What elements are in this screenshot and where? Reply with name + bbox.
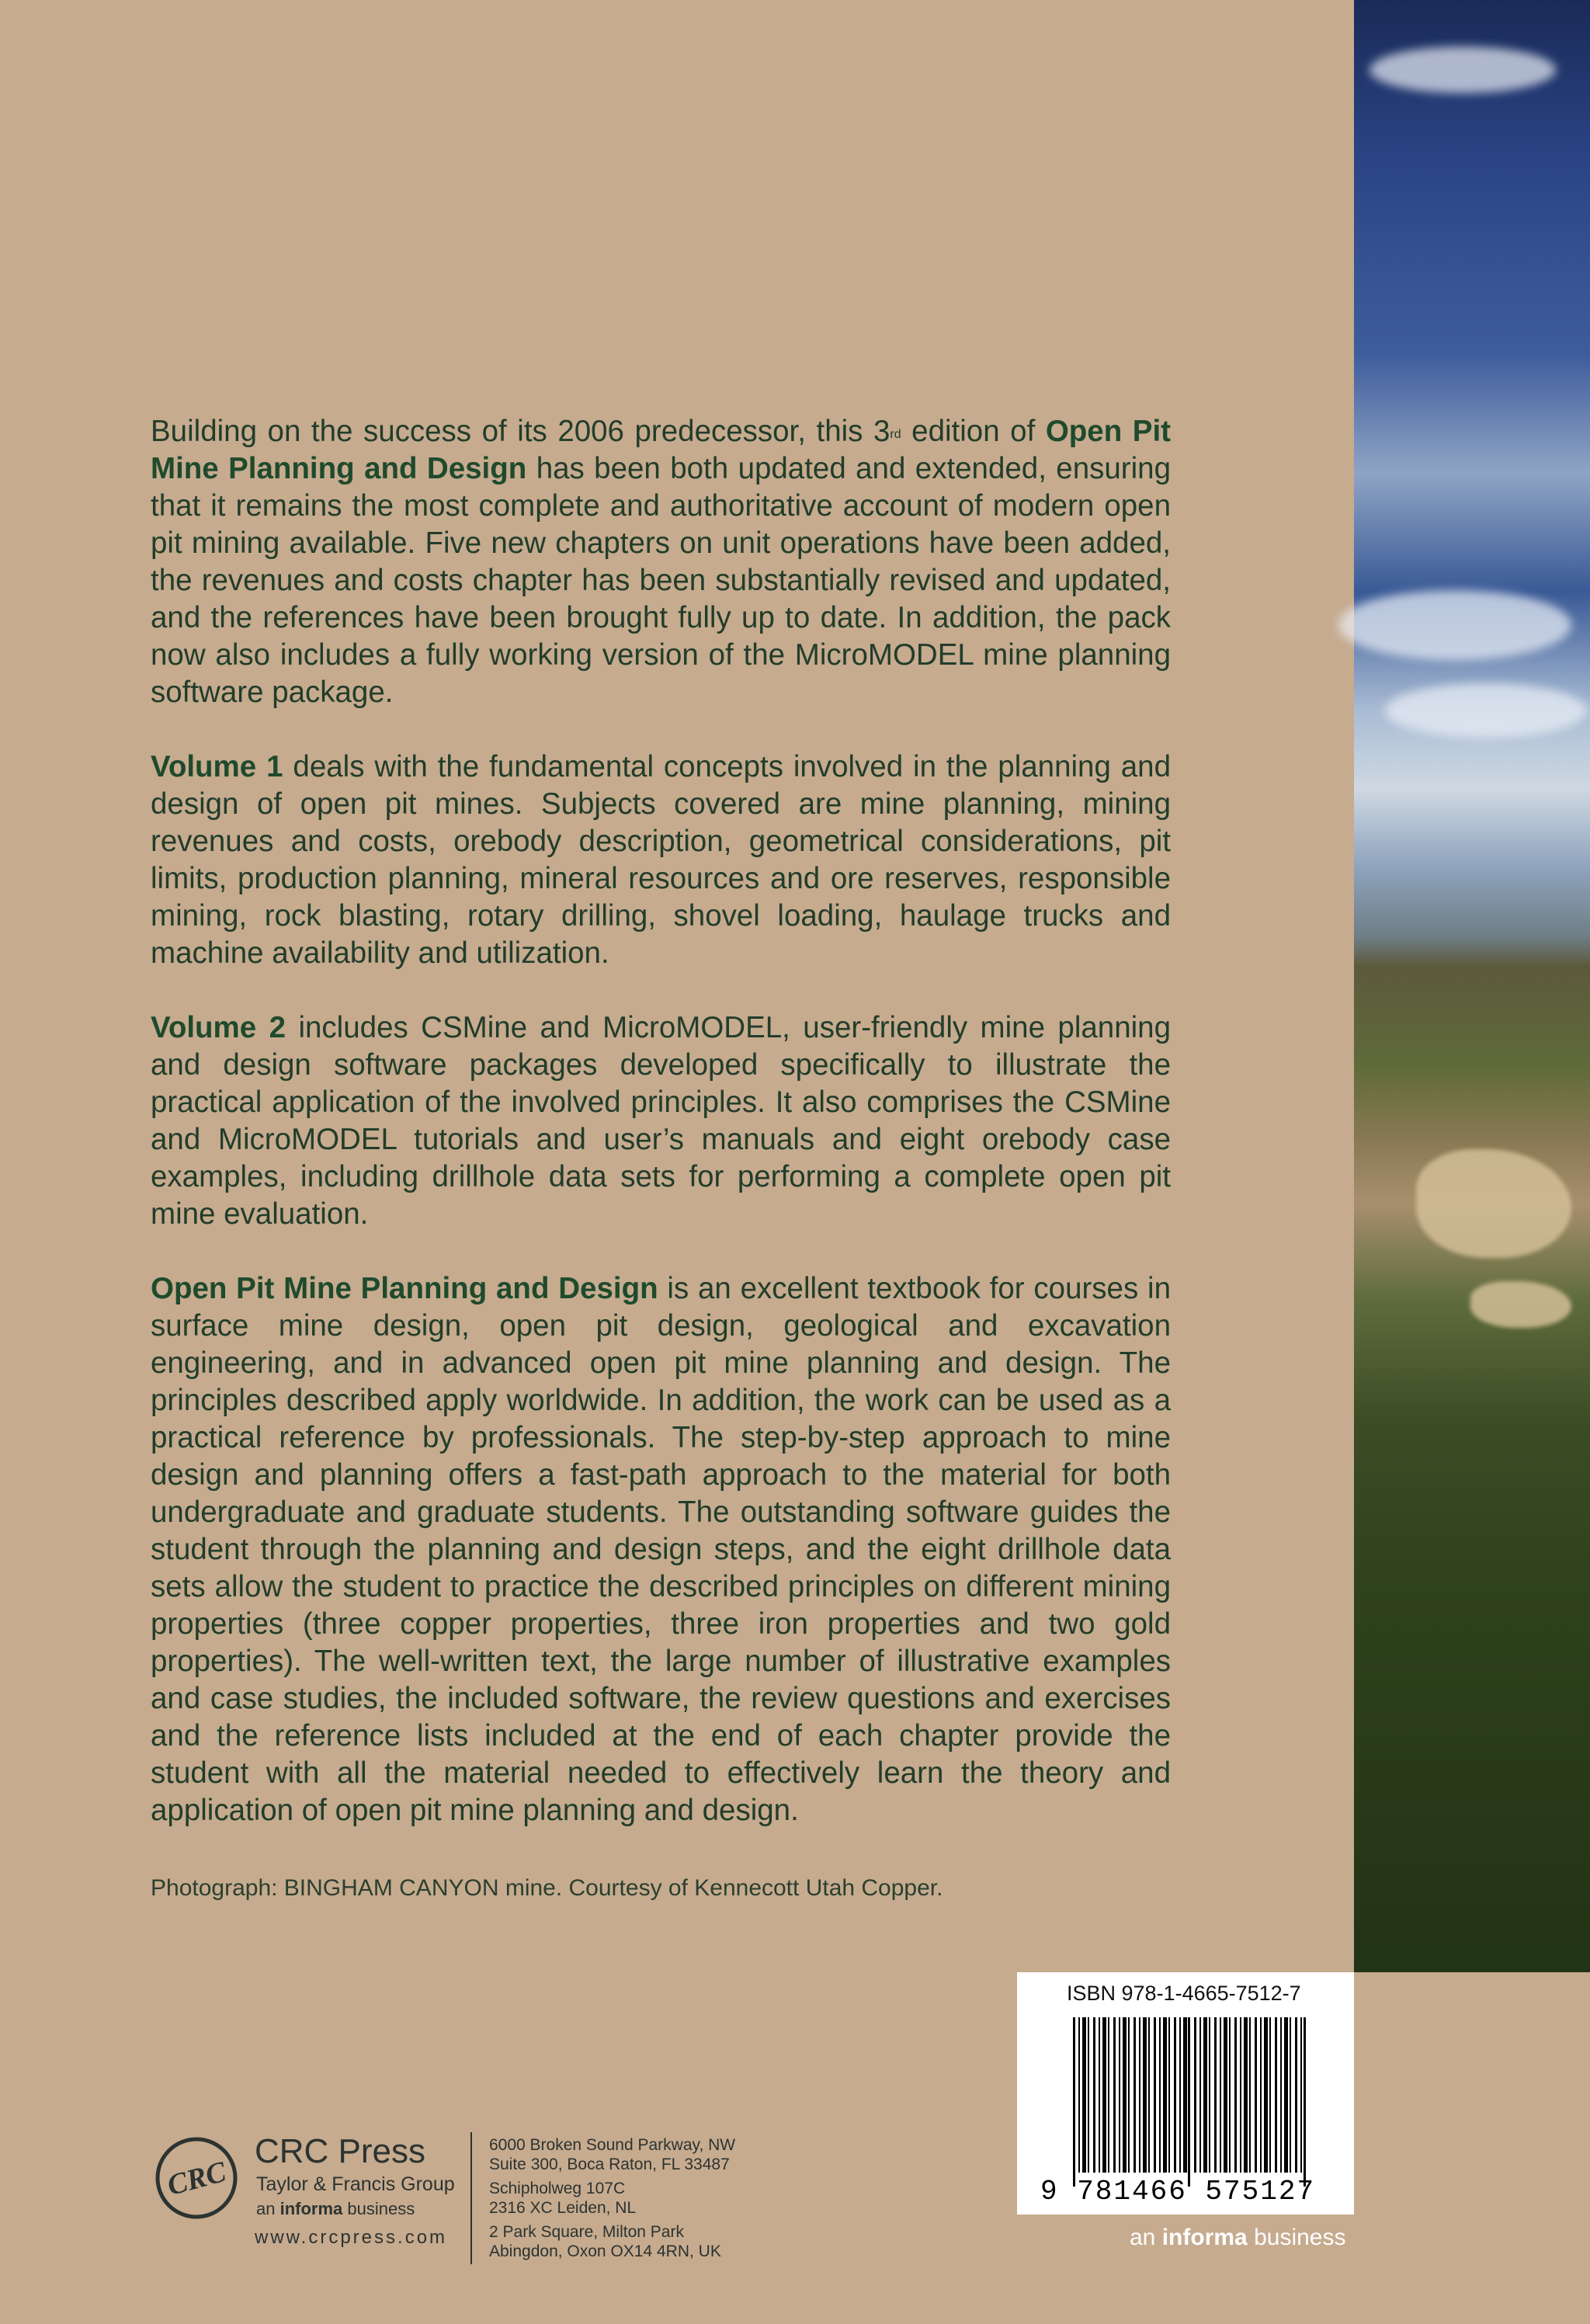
crc-logo-icon (154, 2135, 239, 2221)
publisher-url[interactable]: www.crcpress.com (255, 2227, 448, 2248)
informa-brand: informa (1161, 2225, 1248, 2250)
cloud-shape (1385, 683, 1587, 738)
paragraph-volume-1 (151, 749, 1171, 972)
publisher-name: CRC Press (255, 2132, 426, 2170)
mine-pit-shape (1470, 1281, 1571, 1328)
book-title: Open Pit Mine Planning and Design (151, 415, 1171, 485)
volume-1-heading: Volume 1 (151, 750, 283, 783)
barcode-guard-bar (1304, 2017, 1306, 2187)
back-cover-description (151, 413, 1171, 1867)
text-run: includes CSMine and MicroMODEL, user-friendly mine planning and design software packages developed specifically to illustrate the practical application of the involved principles. It also comprises the CSMine and MicroMODEL tutorials and user’s manuals and eight orebody case examples, including drillhole data sets for performing a complete open pit mine evaluation. (151, 1011, 1171, 1231)
text-run: edition of (901, 415, 1046, 448)
publisher-informa (256, 2199, 415, 2219)
text-run: deals with the fundamental concepts involved in the planning and design of open pit mines. Subjects covered are mine planning, mining revenues and costs, orebody description, geometrical considerations, pit limits, production planning, mineral resources and ore reserves, responsible mining, rock blasting, rotary drilling, shovel loading, haulage trucks and machine availability and utilization. (151, 750, 1171, 970)
isbn-label: ISBN 978-1-4665-7512-7 (1067, 1982, 1301, 2005)
crc-logo-text: CRC (164, 2155, 230, 2203)
cover-photo-strip (1354, 0, 1590, 1972)
informa-tagline (1130, 2225, 1345, 2251)
publisher-divider (470, 2132, 472, 2264)
photo-credit: Photograph: BINGHAM CANYON mine. Courtesy of Kennecott Utah Copper. (151, 1875, 943, 1901)
paragraph-volume-2 (151, 1009, 1171, 1233)
text-run: an (1130, 2225, 1162, 2250)
text-run: Building on the success of its 2006 predecessor, this 3 (151, 415, 890, 448)
address-line: 2316 XC Leiden, NL (489, 2199, 637, 2217)
paragraph-intro (151, 413, 1171, 711)
barcode-panel (1017, 1972, 1354, 2215)
text-run: an (256, 2199, 280, 2218)
informa-brand: informa (279, 2199, 343, 2218)
paragraph-summary (151, 1270, 1171, 1829)
address-line: 2 Park Square, Milton Park (489, 2223, 684, 2241)
text-run: business (1247, 2225, 1346, 2250)
address-line: Suite 300, Boca Raton, FL 33487 (489, 2156, 730, 2173)
text-run: business (342, 2199, 415, 2218)
address-line: Schipholweg 107C (489, 2180, 626, 2197)
barcode-guard-bar (1188, 2017, 1190, 2187)
text-run: is an excellent textbook for courses in surface mine design, open pit design, geological and excavation engineering, and in advanced open pit mine planning and design. The principles described apply worldwide. In addition, the work can be used as a practical reference by professionals. The step-by-step approach to mine design and planning offers a fast-path approach to the material for both undergraduate and graduate students. The outstanding software guides the student through the planning and design steps, and the eight drillhole data sets allow the student to practice the described principles on different mining properties (three copper properties, three iron properties and two gold properties). The well-written text, the large number of illustrative examples and case studies, the included software, the review questions and exercises and the reference lists included at the end of each chapter provide the student with all the material needed to effectively learn the theory and application of open pit mine planning and design. (151, 1272, 1171, 1827)
text-run: has been both updated and extended, ensuring that it remains the most complete and authoritative account of modern open pit mining available. Five new chapters on unit operations have been added, the revenues and costs chapter has been substantially revised and updated, and the references have been brought fully up to date. In addition, the pack now also includes a fully working version of the MicroMODEL mine planning software package. (151, 452, 1171, 709)
volume-2-heading: Volume 2 (151, 1011, 286, 1044)
address-line: 6000 Broken Sound Parkway, NW (489, 2136, 736, 2154)
mine-pit-shape (1416, 1149, 1571, 1258)
cloud-shape (1370, 47, 1556, 93)
publisher-group: Taylor & Francis Group (256, 2173, 455, 2195)
address-line: Abingdon, Oxon OX14 4RN, UK (489, 2242, 721, 2260)
book-title: Open Pit Mine Planning and Design (151, 1272, 658, 1305)
cloud-shape (1338, 590, 1571, 660)
barcode-guard-bar (1073, 2017, 1075, 2187)
barcode-digits: 9 781466 575127 (1040, 2176, 1316, 2208)
superscript: rd (890, 428, 901, 441)
